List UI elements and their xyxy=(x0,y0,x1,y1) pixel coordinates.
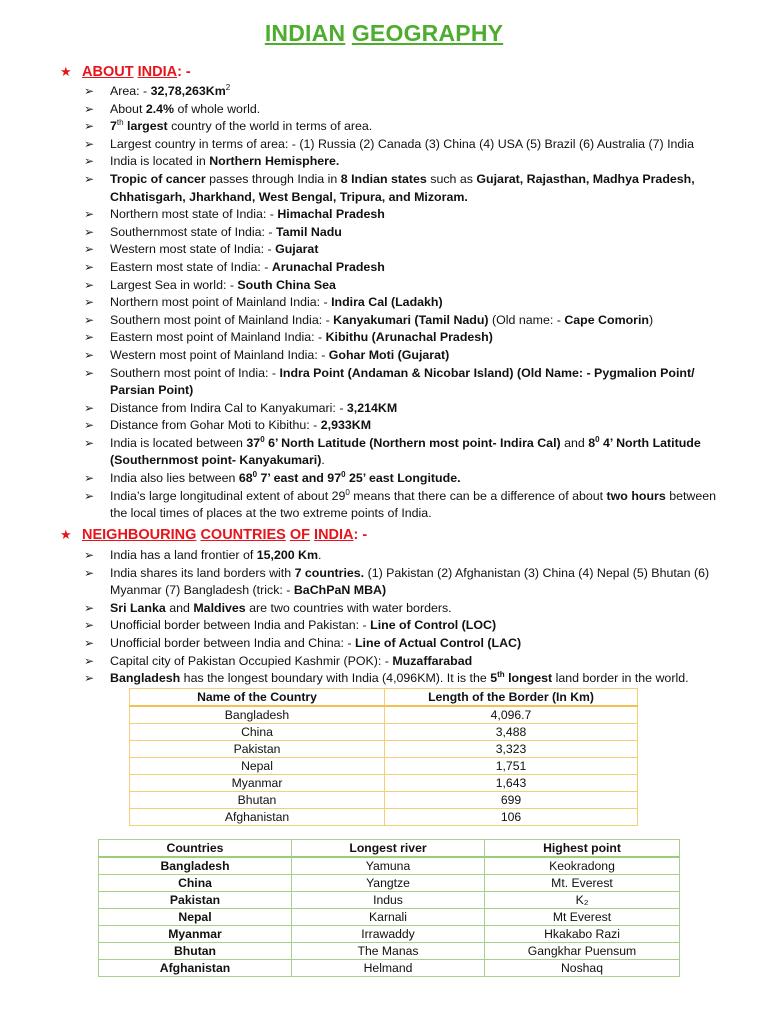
table-cell: Keokradong xyxy=(485,857,680,875)
item-text: and xyxy=(560,435,589,450)
item-text: India is located between xyxy=(110,435,247,450)
arrow-bullet-icon: ➢ xyxy=(84,488,95,503)
list-item xyxy=(84,329,724,347)
item-text: 0 xyxy=(345,487,350,497)
list-item xyxy=(84,206,724,224)
list-item xyxy=(84,617,724,635)
item-text: between the local times of places at the two extreme points of India. xyxy=(110,488,717,521)
item-text: Unofficial border between India and China: - xyxy=(110,635,355,650)
item-text: Western most point of Mainland India: - xyxy=(110,347,329,362)
table-cell: Pakistan xyxy=(99,892,292,909)
table-cell: 4,096.7 xyxy=(385,706,638,724)
item-text: BaChPaN MBA) xyxy=(293,583,387,598)
table-cell: Irrawaddy xyxy=(292,926,485,943)
item-text: Distance from Indira Cal to Kanyakumari: - xyxy=(110,400,347,415)
list-item xyxy=(84,435,724,470)
arrow-bullet-icon: ➢ xyxy=(84,224,95,239)
list-item xyxy=(84,153,724,171)
border-length-table xyxy=(129,688,638,826)
table-row xyxy=(99,926,680,943)
title-word-geography: GEOGRAPHY xyxy=(351,20,504,46)
item-text: Bangladesh xyxy=(110,671,181,686)
arrow-bullet-icon: ➢ xyxy=(84,119,95,134)
list-item xyxy=(84,118,724,136)
item-text: Southern most point of India: - xyxy=(110,365,280,380)
arrow-bullet-icon: ➢ xyxy=(84,330,95,345)
item-text: 6’ North Latitude (Northern most point- Indira Cal) xyxy=(264,435,561,450)
item-text: Tamil Nadu xyxy=(276,224,342,239)
arrow-bullet-icon: ➢ xyxy=(84,171,95,186)
table-row xyxy=(130,809,638,826)
item-text: 37 xyxy=(246,435,261,450)
item-text: means that there can be a difference of about xyxy=(349,488,607,503)
table-cell: Bangladesh xyxy=(130,706,385,724)
table-header-row xyxy=(99,840,680,858)
table-cell: 1,751 xyxy=(385,758,638,775)
star-icon: ★ xyxy=(60,64,72,79)
item-text: India is located in xyxy=(110,154,210,169)
table-row xyxy=(99,943,680,960)
table-cell: China xyxy=(130,724,385,741)
item-text: are two countries with water borders. xyxy=(245,600,452,615)
arrow-bullet-icon: ➢ xyxy=(84,471,95,486)
item-text: India also lies between xyxy=(110,471,239,486)
heading-word: NEIGHBOURING xyxy=(82,527,197,543)
table-cell: Yangtze xyxy=(292,875,485,892)
table-row xyxy=(130,724,638,741)
item-text: Northern most point of Mainland India: - xyxy=(110,295,332,310)
list-item xyxy=(84,400,724,418)
table-header-cell: Countries xyxy=(99,840,292,858)
table-row xyxy=(99,875,680,892)
item-text: . xyxy=(321,453,325,468)
item-text: 32,78,263Km xyxy=(150,84,226,98)
item-text: has the longest boundary with India (4,096KM). It is the xyxy=(180,671,491,686)
list-item xyxy=(84,635,724,653)
item-text: India’s large longitudinal extent of about 29 xyxy=(110,488,346,503)
item-text: . xyxy=(318,548,322,562)
item-text: Himachal Pradesh xyxy=(277,207,385,222)
list-item xyxy=(84,224,724,242)
item-text: passes through India in xyxy=(205,171,341,186)
item-text: two hours xyxy=(606,488,666,503)
table-cell: Afghanistan xyxy=(130,809,385,826)
list-item xyxy=(84,600,724,618)
arrow-bullet-icon: ➢ xyxy=(84,365,95,380)
table-row xyxy=(130,792,638,809)
table-row xyxy=(130,775,638,792)
item-text: Gujarat, Rajasthan, Madhya Pradesh, Chhatisgarh, Jharkhand, West Bengal, Tripura, and Mizoram. xyxy=(110,171,695,204)
table-cell: Nepal xyxy=(130,758,385,775)
item-text: 7 countries. xyxy=(294,565,365,580)
heading-word: ABOUT xyxy=(82,64,134,80)
heading-word: INDIA xyxy=(137,64,178,80)
list-item xyxy=(84,259,724,277)
table-cell: Bhutan xyxy=(130,792,385,809)
list-item xyxy=(84,277,724,295)
item-text: India shares its land borders with xyxy=(110,565,295,580)
item-text: Largest Sea in world: - xyxy=(110,277,238,292)
arrow-bullet-icon: ➢ xyxy=(84,548,95,562)
arrow-bullet-icon: ➢ xyxy=(84,101,95,116)
table-cell: K₂ xyxy=(485,892,680,909)
arrow-bullet-icon: ➢ xyxy=(84,312,95,327)
list-item xyxy=(84,101,724,119)
list-item xyxy=(84,171,724,206)
heading-word: INDIA xyxy=(314,527,354,543)
table-row xyxy=(99,892,680,909)
item-text: 15,200 Km xyxy=(256,548,319,562)
list-item xyxy=(84,565,724,600)
item-text: 8 xyxy=(588,435,596,450)
item-text: Indira Cal (Ladakh) xyxy=(331,295,443,310)
item-text: Eastern most state of India: - xyxy=(110,259,272,274)
arrow-bullet-icon: ➢ xyxy=(84,635,95,650)
title-word-indian: INDIAN xyxy=(264,20,346,46)
table-cell: Bangladesh xyxy=(99,857,292,875)
arrow-bullet-icon: ➢ xyxy=(84,259,95,274)
item-text: Gujarat xyxy=(275,242,319,257)
item-text: largest xyxy=(123,119,168,134)
arrow-bullet-icon: ➢ xyxy=(84,207,95,222)
heading-suffix: : - xyxy=(177,64,191,80)
item-text: and xyxy=(165,600,194,615)
item-text: Line of Actual Control (LAC) xyxy=(354,635,522,650)
list-item xyxy=(84,136,724,154)
item-text: longest xyxy=(504,671,553,686)
list-item xyxy=(84,470,724,488)
item-text: Muzaffarabad xyxy=(392,653,473,668)
heading-suffix: : - xyxy=(353,527,368,543)
table-cell: Yamuna xyxy=(292,857,485,875)
heading-word: COUNTRIES xyxy=(200,527,286,543)
table-cell: 1,643 xyxy=(385,775,638,792)
item-text: 2,933KM xyxy=(320,418,372,433)
item-text: Line of Control (LOC) xyxy=(370,618,497,633)
table-cell: Helmand xyxy=(292,960,485,977)
table-cell: Myanmar xyxy=(130,775,385,792)
item-text: 3,214KM xyxy=(346,400,398,415)
item-text: Northern most state of India: - xyxy=(110,207,278,222)
item-text: Maldives xyxy=(193,600,246,615)
item-text: Tropic of cancer xyxy=(110,171,206,186)
table-cell: The Manas xyxy=(292,943,485,960)
list-item xyxy=(84,417,724,435)
table-row xyxy=(130,758,638,775)
neighbouring-countries-list xyxy=(84,547,724,688)
item-text: 68 xyxy=(238,471,253,486)
list-item xyxy=(84,653,724,671)
star-icon: ★ xyxy=(60,527,72,542)
item-text: (Old name: - xyxy=(488,312,565,327)
item-text: Largest country in terms of area: - (1) Russia (2) Canada (3) China (4) USA (5) Brazil (6) Australia (7) India xyxy=(110,136,694,151)
item-text: Eastern most point of Mainland India: - xyxy=(110,330,326,345)
item-text: Southern most point of Mainland India: - xyxy=(110,312,334,327)
item-text: 5 xyxy=(490,671,498,686)
item-text: of whole world. xyxy=(174,101,261,116)
table-row xyxy=(99,960,680,977)
section-heading-neighbours xyxy=(60,527,367,543)
table-cell: Myanmar xyxy=(99,926,292,943)
item-text: Kibithu (Arunachal Pradesh) xyxy=(325,330,493,345)
item-text: Area: - xyxy=(110,84,151,98)
list-item xyxy=(84,365,724,400)
item-text: th xyxy=(116,118,124,128)
item-text: 0 xyxy=(252,470,258,480)
item-text: 4’ North Latitude (Southernmost point- Kanyakumari) xyxy=(110,435,701,468)
item-text: 25’ east Longitude. xyxy=(345,471,461,486)
item-text: th xyxy=(497,670,505,680)
arrow-bullet-icon: ➢ xyxy=(84,277,95,292)
table-cell: 106 xyxy=(385,809,638,826)
item-text: (1) Pakistan (2) Afghanistan (3) China (4) Nepal (5) Bhutan (6) Myanmar (7) Bangladesh (trick: - xyxy=(110,565,710,598)
table-cell: Noshaq xyxy=(485,960,680,977)
item-text: Gohar Moti (Gujarat) xyxy=(328,347,450,362)
item-text: 7’ east and 97 xyxy=(257,471,342,486)
table-cell: 3,488 xyxy=(385,724,638,741)
item-text: Indra Point (Andaman & Nicobar Island) (Old Name: - Pygmalion Point/ Parsian Point) xyxy=(110,365,695,398)
list-item xyxy=(84,312,724,330)
item-text: 2.4% xyxy=(145,101,175,116)
arrow-bullet-icon: ➢ xyxy=(84,600,95,615)
item-text: India has a land frontier of xyxy=(110,548,257,562)
item-text: Kanyakumari (Tamil Nadu) xyxy=(333,312,489,327)
list-item xyxy=(84,488,724,523)
table-cell: 699 xyxy=(385,792,638,809)
item-text: 0 xyxy=(595,434,600,444)
item-text: Capital city of Pakistan Occupied Kashmir (POK): - xyxy=(110,653,393,668)
table-cell: 3,323 xyxy=(385,741,638,758)
arrow-bullet-icon: ➢ xyxy=(84,242,95,257)
list-item xyxy=(84,547,724,565)
arrow-bullet-icon: ➢ xyxy=(84,136,95,151)
list-item xyxy=(84,347,724,365)
item-text: Cape Comorin xyxy=(564,312,649,327)
item-text: Sri Lanka xyxy=(110,600,166,615)
river-peak-table xyxy=(98,839,680,977)
about-india-list xyxy=(84,83,724,523)
item-text: country of the world in terms of area. xyxy=(167,119,373,134)
item-text: Distance from Gohar Moti to Kibithu: - xyxy=(110,418,321,433)
table-row xyxy=(130,741,638,758)
table-row xyxy=(130,706,638,724)
table-header-row xyxy=(130,689,638,707)
arrow-bullet-icon: ➢ xyxy=(84,653,95,668)
table-cell: China xyxy=(99,875,292,892)
arrow-bullet-icon: ➢ xyxy=(84,84,95,98)
item-text: such as xyxy=(426,171,477,186)
item-text: 0 xyxy=(341,470,346,480)
arrow-bullet-icon: ➢ xyxy=(84,154,95,169)
arrow-bullet-icon: ➢ xyxy=(84,347,95,362)
table-cell: Mt Everest xyxy=(485,909,680,926)
item-text: 8 Indian states xyxy=(340,171,427,186)
item-text: Western most state of India: - xyxy=(110,242,276,257)
list-item xyxy=(84,670,724,688)
item-text: Unofficial border between India and Pakistan: - xyxy=(110,618,371,633)
list-item xyxy=(84,241,724,259)
arrow-bullet-icon: ➢ xyxy=(84,295,95,310)
item-text: land border in the world. xyxy=(552,671,689,686)
item-text: ) xyxy=(649,312,654,327)
arrow-bullet-icon: ➢ xyxy=(84,400,95,415)
table-row xyxy=(99,857,680,875)
table-header-cell: Name of the Country xyxy=(130,689,385,707)
item-text: 2 xyxy=(225,83,231,92)
table-cell: Hkakabo Razi xyxy=(485,926,680,943)
section-heading-about xyxy=(60,64,191,80)
arrow-bullet-icon: ➢ xyxy=(84,618,95,633)
heading-word: OF xyxy=(289,527,311,543)
table-header-cell: Length of the Border (In Km) xyxy=(385,689,638,707)
arrow-bullet-icon: ➢ xyxy=(84,435,95,450)
table-header-cell: Highest point xyxy=(485,840,680,858)
list-item xyxy=(84,83,724,101)
table-cell: Pakistan xyxy=(130,741,385,758)
item-text: Southernmost state of India: - xyxy=(110,224,276,239)
table-row xyxy=(99,909,680,926)
item-text: About xyxy=(110,101,146,116)
item-text: Arunachal Pradesh xyxy=(271,259,385,274)
table-cell: Bhutan xyxy=(99,943,292,960)
table-cell: Indus xyxy=(292,892,485,909)
item-text: 0 xyxy=(260,434,265,444)
table-cell: Nepal xyxy=(99,909,292,926)
item-text: Northern Hemisphere. xyxy=(209,154,340,169)
page-title xyxy=(0,20,768,47)
table-cell: Karnali xyxy=(292,909,485,926)
table-cell: Gangkhar Puensum xyxy=(485,943,680,960)
table-header-cell: Longest river xyxy=(292,840,485,858)
arrow-bullet-icon: ➢ xyxy=(84,671,95,686)
item-text: South China Sea xyxy=(237,277,336,292)
table-cell: Mt. Everest xyxy=(485,875,680,892)
item-text: 7 xyxy=(110,119,117,134)
arrow-bullet-icon: ➢ xyxy=(84,565,95,580)
list-item xyxy=(84,294,724,312)
arrow-bullet-icon: ➢ xyxy=(84,418,95,433)
table-cell: Afghanistan xyxy=(99,960,292,977)
